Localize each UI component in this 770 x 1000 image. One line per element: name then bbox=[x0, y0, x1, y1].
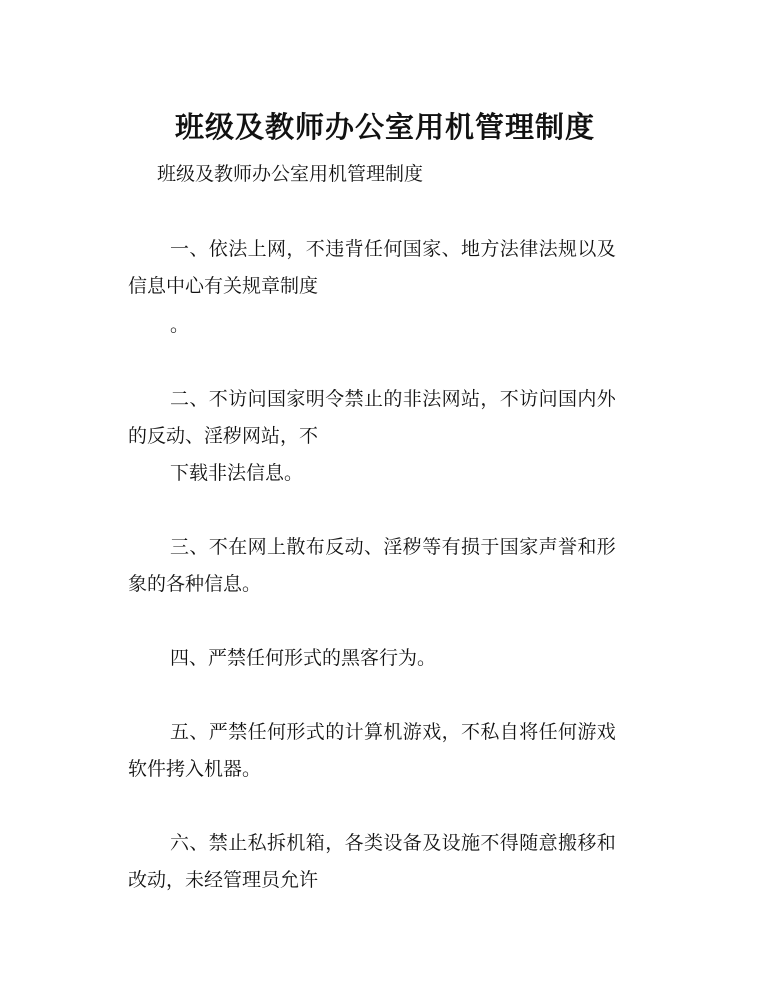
rule-2-line-3: 下载非法信息。 bbox=[170, 462, 304, 484]
rule-2-line-2: 的反动、淫秽网站，不 bbox=[128, 425, 319, 447]
rule-6-line-2: 改动，未经管理员允许 bbox=[128, 869, 319, 891]
rule-3-line-2: 象的各种信息。 bbox=[128, 573, 262, 595]
rule-5-line-2: 软件拷入机器。 bbox=[128, 758, 262, 780]
rule-1-line-1: 一、依法上网，不违背任何国家、地方法律法规以及 bbox=[170, 238, 617, 260]
document-subtitle: 班级及教师办公室用机管理制度 bbox=[157, 163, 424, 185]
rule-1-line-2: 信息中心有关规章制度 bbox=[128, 275, 319, 297]
rule-1-line-3: 。 bbox=[170, 314, 190, 336]
rule-5-line-1: 五、严禁任何形式的计算机游戏，不私自将任何游戏 bbox=[170, 721, 617, 743]
rule-3-line-1: 三、不在网上散布反动、淫秽等有损于国家声誉和形 bbox=[170, 536, 617, 558]
rule-6-line-1: 六、禁止私拆机箱，各类设备及设施不得随意搬移和 bbox=[170, 832, 617, 854]
rule-4-line-1: 四、严禁任何形式的黑客行为。 bbox=[170, 647, 437, 669]
document-title: 班级及教师办公室用机管理制度 bbox=[174, 110, 595, 144]
rule-2-line-1: 二、不访问国家明令禁止的非法网站，不访问国内外 bbox=[170, 388, 617, 410]
